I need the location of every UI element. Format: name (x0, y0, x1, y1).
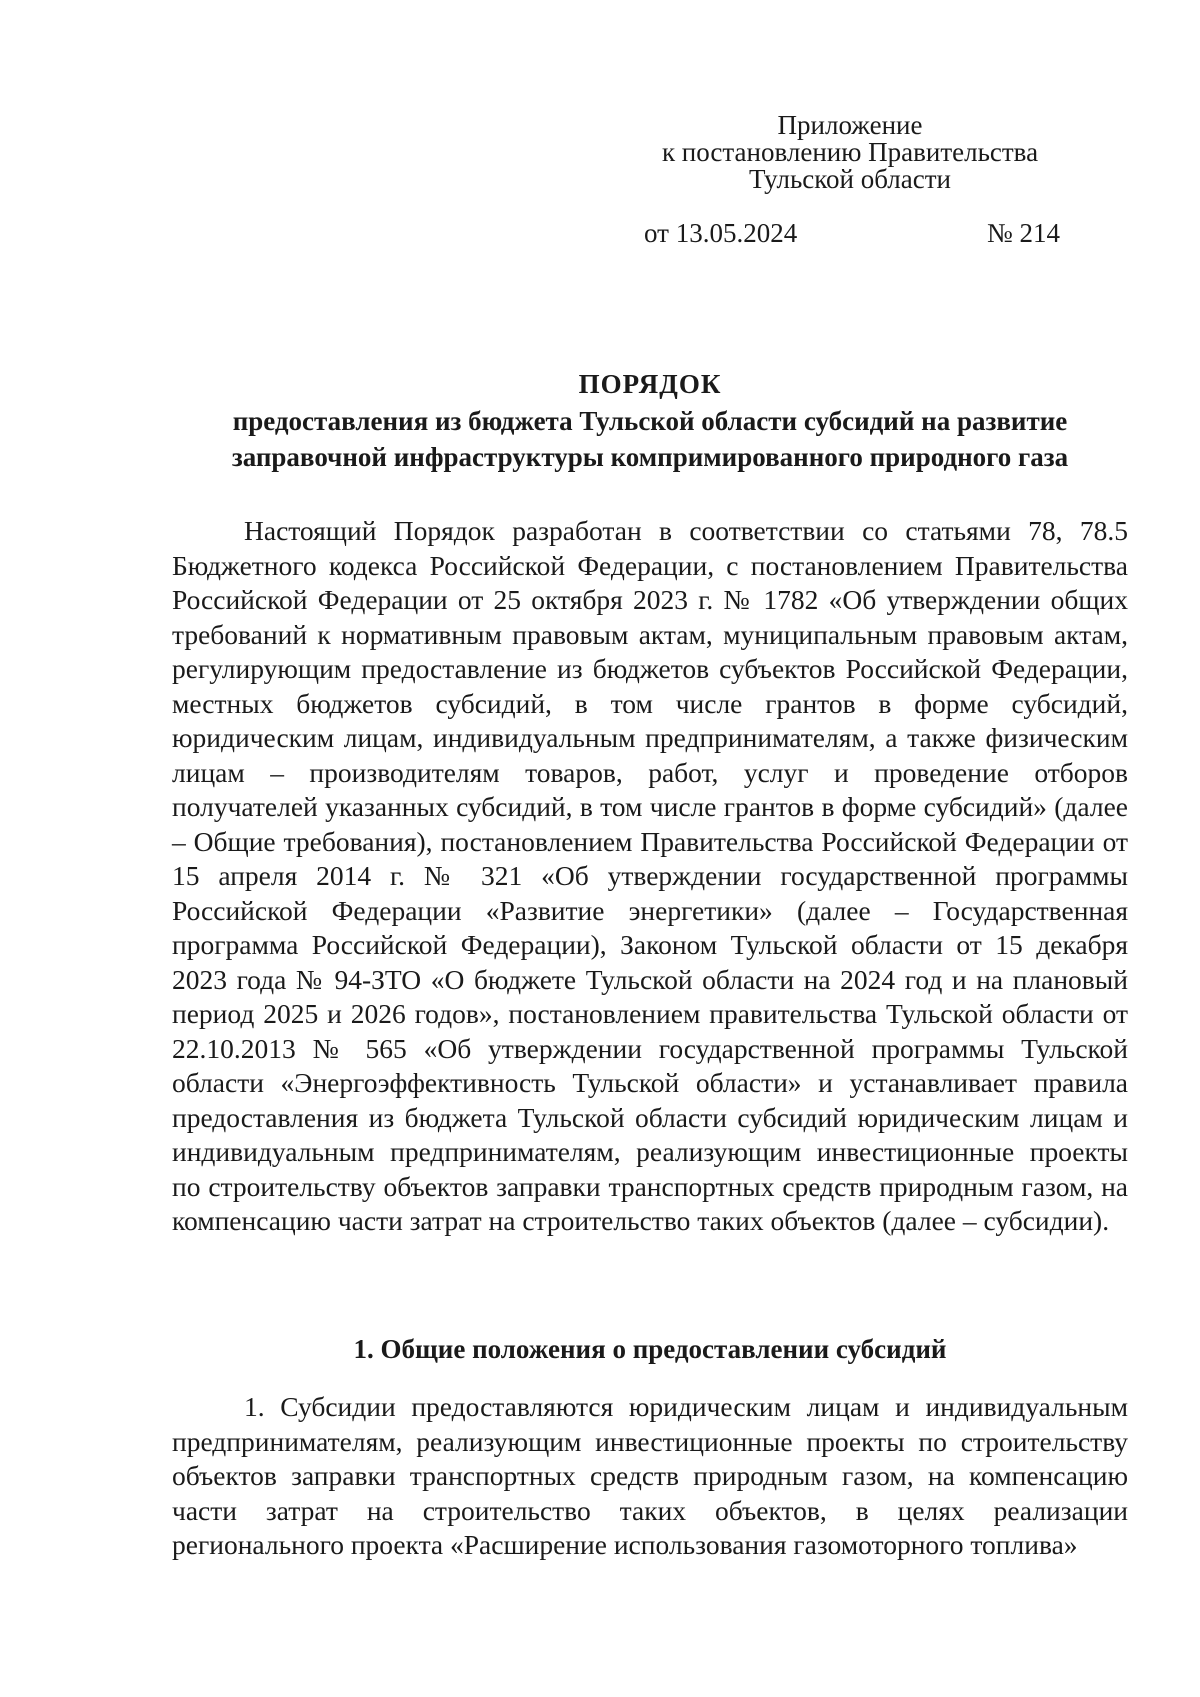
appendix-line: Тульской области (749, 164, 951, 194)
section-paragraph: 1. Субсидии предоставляются юридическим лицам и индивидуальным предпринимателям, реализующим инвестиционные проекты по строительству объектов заправки транспортных средств природным газом, на компенсацию части затрат на строительство таких объектов, в целях реализации регионального проекта «Расширение использования газомоторного топлива» (172, 1391, 1128, 1560)
resolution-date: от 13.05.2024 (644, 218, 798, 248)
appendix-line: к постановлению Правительства (661, 137, 1039, 167)
appendix-line: Приложение (777, 110, 923, 140)
document-title (172, 366, 1128, 475)
title-main: ПОРЯДОК (578, 369, 722, 399)
title-subtitle-line: предоставления из бюджета Тульской области субсидий на развитие (232, 406, 1068, 436)
appendix-header (640, 112, 1060, 193)
resolution-number: № 214 (986, 218, 1060, 248)
section-heading: 1. Общие положения о предоставлении субсидий (353, 1334, 947, 1364)
intro-paragraph: Настоящий Порядок разработан в соответствии со статьями 78, 78.5 Бюджетного кодекса Российской Федерации, с постановлением Правительства Российской Федерации от 25 октября 2023 г. № 1782 «Об утверждении общих требований к нормативным правовым актам, муниципальным правовым актам, регулирующим предоставление из бюджетов субъектов Российской Федерации, местных бюджетов субсидий, в том числе грантов в форме субсидий, юридическим лицам, индивидуальным предпринимателям, а также физическим лицам – производителям товаров, работ, услуг и проведение отборов получателей указанных субсидий, в том числе грантов в форме субсидий» (далее – Общие требования), постановлением Правительства Российской Федерации от 15 апреля 2014 г. № 321 «Об утверждении государственной программы Российской Федерации «Развитие энергетики» (далее – Государственная программа Российской Федерации), Законом Тульской области от 15 декабря 2023 года № 94-ЗТО «О бюджете Тульской области на 2024 год и на плановый период 2025 и 2026 годов», постановлением правительства Тульской области от 22.10.2013 № 565 «Об утверждении государственной программы Тульской области «Энергоэффективность Тульской области» и устанавливает правила предоставления из бюджета Тульской области субсидий юридическим лицам и индивидуальным предпринимателям, реализующим инвестиционные проекты по строительству объектов заправки транспортных средств природным газом, на компенсацию части затрат на строительство таких объектов (далее – субсидии). (172, 515, 1128, 1236)
title-subtitle-line: заправочной инфраструктуры компримированного природного газа (231, 442, 1069, 472)
